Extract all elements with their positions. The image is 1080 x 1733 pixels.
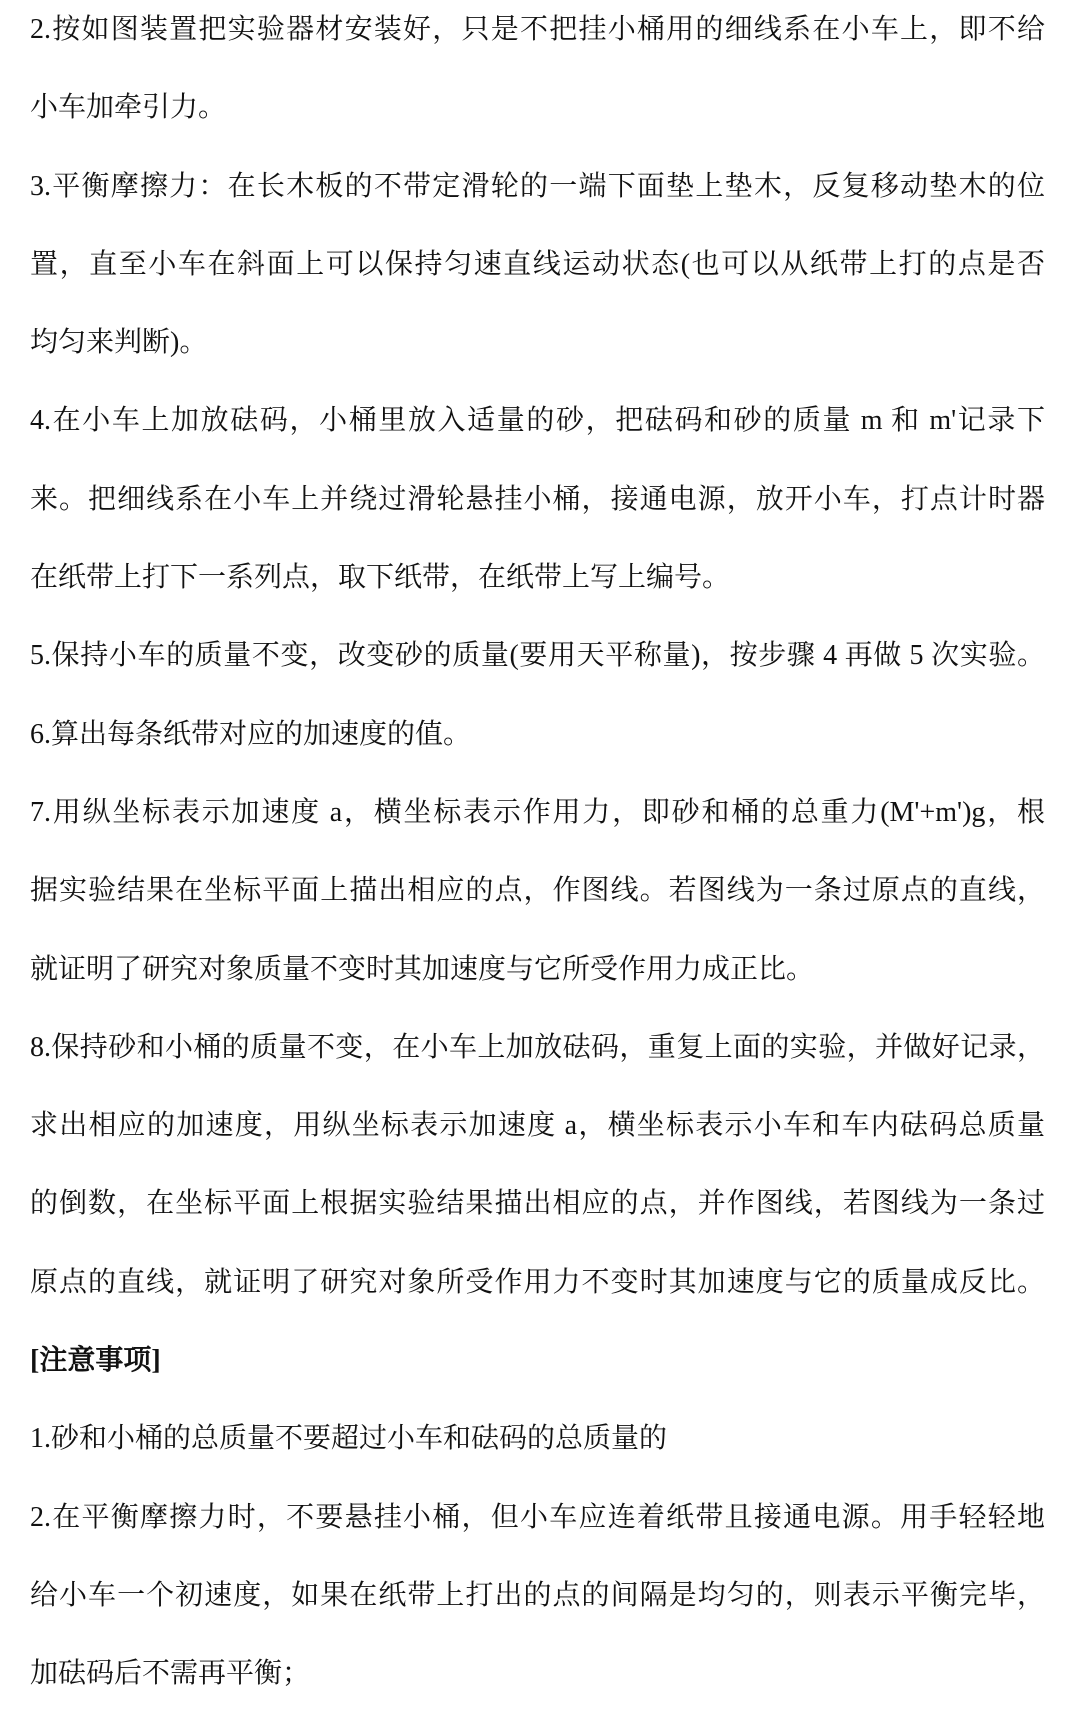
step-3-paragraph <box>30 167 1045 364</box>
text-line: 6.算出每条纸带对应的加速度的值。 <box>30 718 472 750</box>
step-7-paragraph <box>30 793 1045 990</box>
step-6-paragraph <box>30 715 1045 755</box>
notes-heading: [注意事项] <box>30 1345 161 1377</box>
text-line: 2.按如图装置把实验器材安装好，只是不把挂小桶用的细线系在小车上，即不给 <box>30 14 1045 45</box>
step-4-paragraph <box>30 401 1045 598</box>
text-line: 就证明了研究对象质量不变时其加速度与它所受作用力成正比。 <box>30 953 815 985</box>
text-line: 4.在小车上加放砝码，小桶里放入适量的砂，把砝码和砂的质量 m 和 m'记录下 <box>30 405 1045 437</box>
text-line: 给小车一个初速度，如果在纸带上打出的点的间隔是均匀的，则表示平衡完毕， <box>30 1579 1045 1611</box>
text-line: 8.保持砂和小桶的质量不变，在小车上加放砝码，重复上面的实验，并做好记录， <box>30 1031 1045 1063</box>
text-line: 7.用纵坐标表示加速度 a，横坐标表示作用力，即砂和桶的总重力(M'+m')g，根 <box>30 796 1045 828</box>
text-line: 据实验结果在坐标平面上描出相应的点，作图线。若图线为一条过原点的直线， <box>30 875 1045 907</box>
text-line: 来。把细线系在小车上并绕过滑轮悬挂小桶，接通电源，放开小车，打点计时器 <box>30 483 1045 515</box>
text-line: 原点的直线，就证明了研究对象所受作用力不变时其加速度与它的质量成反比。 <box>30 1266 1045 1298</box>
text-line: 的倒数，在坐标平面上根据实验结果描出相应的点，并作图线，若图线为一条过 <box>30 1188 1045 1220</box>
step-2-paragraph <box>30 10 1045 128</box>
text-line: 置，直至小车在斜面上可以保持匀速直线运动状态(也可以从纸带上打的点是否 <box>30 248 1045 280</box>
document-page <box>30 10 1045 1733</box>
text-line: 1.砂和小桶的总质量不要超过小车和砝码的总质量的 <box>30 1423 668 1455</box>
step-5-paragraph <box>30 636 1045 676</box>
text-line: 小车加牵引力。 <box>30 92 227 124</box>
text-line: 均匀来判断)。 <box>30 327 208 359</box>
note-1-paragraph <box>30 1419 1045 1459</box>
text-line: 求出相应的加速度，用纵坐标表示加速度 a，横坐标表示小车和车内砝码总质量 <box>30 1110 1045 1142</box>
text-line: 在纸带上打下一系列点，取下纸带，在纸带上写上编号。 <box>30 562 731 594</box>
text-line: 2.在平衡摩擦力时，不要悬挂小桶，但小车应连着纸带且接通电源。用手轻轻地 <box>30 1501 1045 1533</box>
note-2-paragraph <box>30 1498 1045 1695</box>
text-line: 3.平衡摩擦力：在长木板的不带定滑轮的一端下面垫上垫木，反复移动垫木的位 <box>30 170 1045 202</box>
text-line: 加砝码后不需再平衡； <box>30 1658 311 1690</box>
step-8-paragraph <box>30 1028 1045 1303</box>
text-line: 5.保持小车的质量不变，改变砂的质量(要用天平称量)，按步骤 4 再做 5 次实验。 <box>30 640 1045 672</box>
